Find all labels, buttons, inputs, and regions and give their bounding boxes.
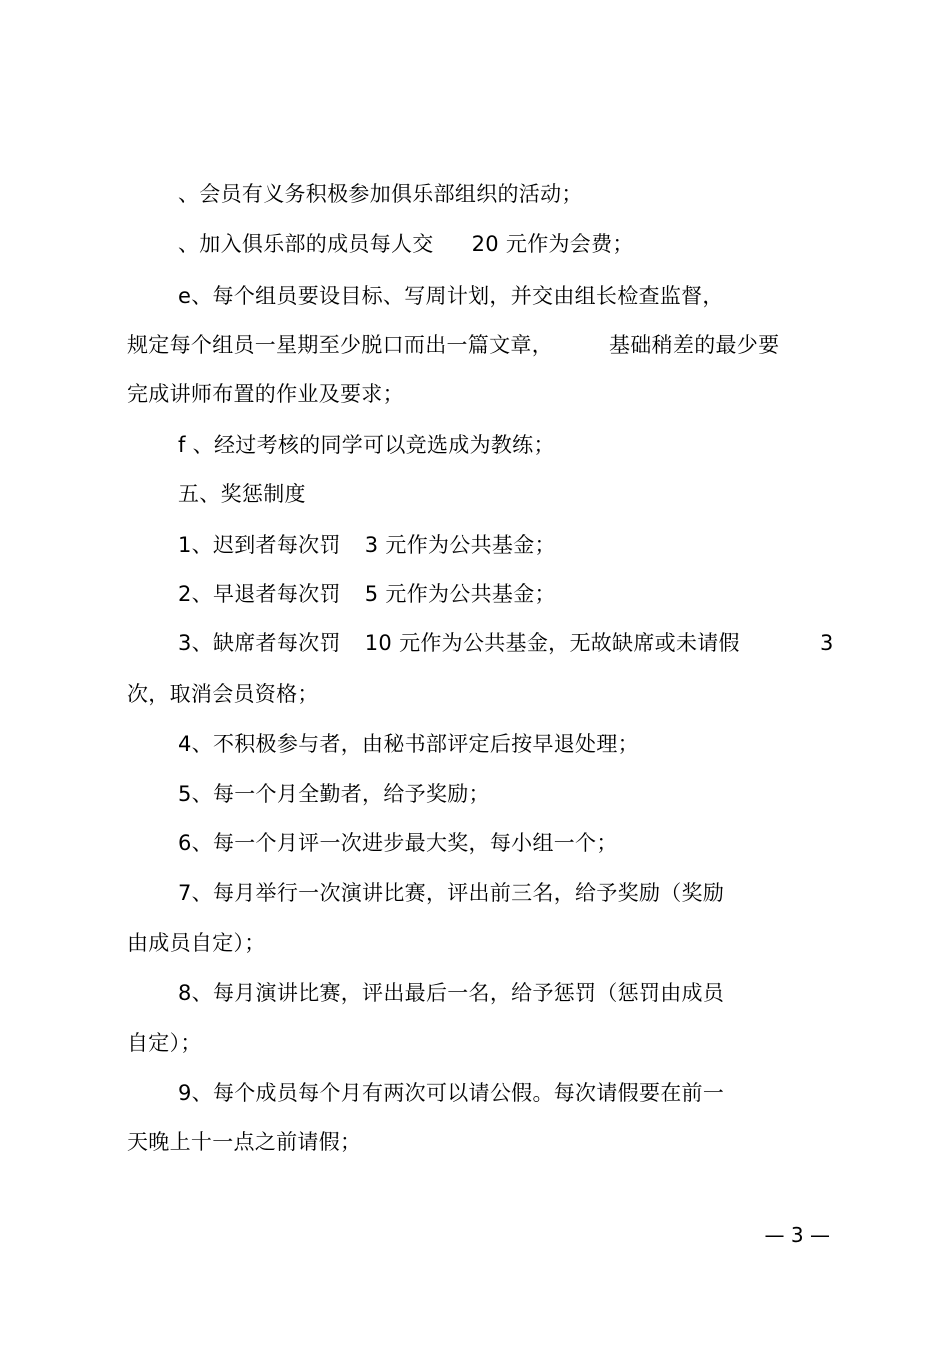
text: 8、每月演讲比赛，评出最后一名，给予惩罚（惩罚由成员: [178, 981, 725, 1005]
text: 3、缺席者每次罚: [178, 631, 341, 655]
paragraph-line-end: [820, 630, 834, 656]
text: f 、经过考核的同学可以竞选成为教练；: [178, 433, 555, 457]
text: 、加入俱乐部的成员每人交: [178, 232, 434, 256]
paragraph-line: [127, 1129, 361, 1155]
text: 自定）；: [127, 1031, 202, 1055]
text: 完成讲师布置的作业及要求；: [127, 382, 404, 406]
text: 20 元作为会费；: [471, 232, 634, 256]
text: 7、每月举行一次演讲比赛，评出前三名，给予奖励（奖励: [178, 881, 725, 905]
text: 4、不积极参与者，由秘书部评定后按早退处理；: [178, 732, 639, 756]
paragraph-line: [127, 930, 266, 956]
paragraph-line: [178, 781, 490, 807]
text: 2、早退者每次罚: [178, 582, 341, 606]
page-number: — 3 —: [764, 1223, 830, 1247]
paragraph-line: [178, 980, 724, 1006]
paragraph-line: [178, 432, 555, 458]
text: 3 元作为公共基金；: [364, 533, 556, 557]
paragraph-line: [178, 532, 556, 558]
text: 天晚上十一点之前请假；: [127, 1130, 362, 1154]
paragraph-line: [178, 830, 618, 856]
text: 基础稍差的最少要: [609, 333, 780, 357]
text: 五、奖惩制度: [178, 482, 306, 506]
text: 5 元作为公共基金；: [364, 582, 556, 606]
text: 10 元作为公共基金，无故缺席或未请假: [364, 631, 740, 655]
paragraph-line: [178, 630, 740, 656]
text: 9、每个成员每个月有两次可以请公假。每次请假要在前一: [178, 1081, 725, 1105]
paragraph-line: [178, 231, 634, 257]
text: 5、每一个月全勤者，给予奖励；: [178, 782, 490, 806]
text: 规定每个组员一星期至少脱口而出一篇文章，: [127, 333, 553, 357]
text: 6、每一个月评一次进步最大奖，每小组一个；: [178, 831, 618, 855]
paragraph-line: [178, 1080, 724, 1106]
paragraph-line: [178, 283, 724, 309]
text: 、会员有义务积极参加俱乐部组织的活动；: [178, 182, 583, 206]
paragraph-line: [178, 880, 724, 906]
paragraph-line: [178, 181, 583, 207]
text: 1、迟到者每次罚: [178, 533, 341, 557]
paragraph-line: [127, 332, 779, 358]
section-heading: [178, 481, 306, 507]
text: 3: [820, 631, 834, 655]
paragraph-line: [127, 1030, 202, 1056]
paragraph-line: [178, 731, 639, 757]
text: e、每个组员要设目标、写周计划，并交由组长检查监督，: [178, 284, 724, 308]
paragraph-line: [178, 581, 556, 607]
paragraph-line: [127, 381, 404, 407]
paragraph-line: [127, 681, 319, 707]
text: 由成员自定）；: [127, 931, 266, 955]
text: 次，取消会员资格；: [127, 682, 319, 706]
